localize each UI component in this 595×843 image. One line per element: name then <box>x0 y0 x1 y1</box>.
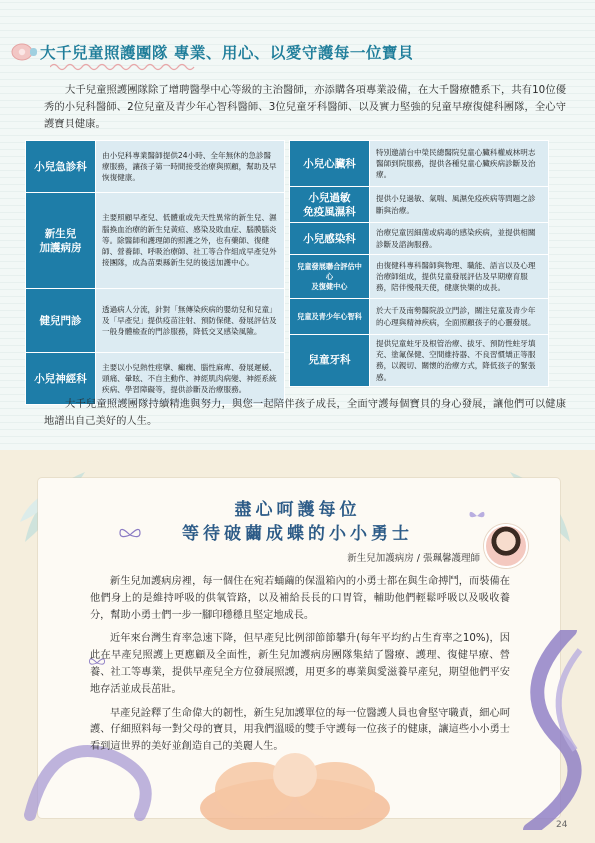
service-description: 透過病人分流，針對「無傳染疾病的嬰幼兒和兒童」及「早產兒」提供疫苗注射、預防保健、發展評估及一般身體檢查的門診服務，降低交叉感染風險。 <box>96 289 285 353</box>
service-description: 提供兒童蛀牙及根管治療、拔牙、預防性蛀牙填充、塗氟保健、空間維持器、不良習慣矯正等服務，以親切、關懷的治療方式，降低孩子的緊張感。 <box>370 335 549 387</box>
service-name: 健兒門診 <box>26 289 96 353</box>
feature-paragraph: 早產兒詮釋了生命偉大的韌性，新生兒加護單位的每一位醫護人員也會堅守職責，細心呵護、仔細照料每一對父母的寶貝，用我們溫暖的雙手守護每一位孩子的健康，讓這些小小勇士看到這世界的美好並創造自己的美麗人生。 <box>90 707 510 753</box>
feature-title-line2: 等待破繭成蝶的小小勇士 <box>182 524 413 544</box>
table-row <box>290 255 549 299</box>
services-table-right <box>289 140 549 387</box>
service-description: 由小兒科專業醫師提供24小時、全年無休的急診醫療服務，讓孩子第一時間接受治療與照顧，幫助及早恢復健康。 <box>96 141 285 193</box>
table-row <box>290 223 549 255</box>
intro-paragraph: 大千兒童照護團隊除了增聘醫學中心等級的主治醫師，亦添購各項專業設備，在大千醫療體系下，共有10位優秀的小兒科醫師、2位兒童及青少年心智科醫師、3位兒童牙科醫師、以及實力堅強的兒童早療復健科團隊，全心守護寶貝健康。 <box>44 84 566 130</box>
service-description: 由復健科專科醫師與物理、職能、語言以及心理治療師組成，提供兒童發展評估及早期療育服務，陪伴慢飛天使，健康快樂的成長。 <box>370 255 549 299</box>
author-byline: 新生兒加護病房 / 張珮馨護理師 <box>347 553 480 564</box>
feature-body <box>90 574 510 763</box>
service-description: 特別邀請台中榮民總醫院兒童心臟科權威林明志醫師到院服務，提供各種兒童心臟疾病診斷及治療。 <box>370 141 549 187</box>
page-title: 大千兒童照護團隊 專業、用心、以愛守護每一位寶貝 <box>40 44 414 62</box>
service-description: 主要照顧早產兒、低體重或先天性異常的新生兒、濕腦換血治療的新生兒黃疸、感染及敗血症、腦膜腦炎等。除醫師和護理師的照護之外，也有藥師、復健師、營養師、呼吸治療師、社工等合作組成早產兒外接團隊，成為苗栗縣新生兒的後送加護中心。 <box>96 193 285 289</box>
feature-paragraph: 近年來台灣生育率急速下降，但早產兒比例卻節節攀升(每年平均約占生育率之10%)，因此在早產兒照護上更應顧及全面性，新生兒加護病房團隊集結了醫療、護理、復健早療、營養、社工等專業，提供早產兒全方位發展照護，用更多的專業與愛滋養早產兒，期望他們平安地存活並成長茁壯。 <box>90 633 510 695</box>
service-name: 兒童及青少年心智科 <box>290 299 370 335</box>
table-row <box>290 187 549 223</box>
service-name <box>26 193 96 289</box>
table-row <box>26 193 285 289</box>
service-name-line: 新生兒 加護病房 <box>39 227 82 254</box>
feature-paragraph: 新生兒加護病房裡，每一個住在宛若蛹繭的保溫箱內的小勇士都在與生命搏鬥，而裝備在他們身上的是維持呼吸的供氧管路，以及補給長長的口胃管，輔助他們輕鬆呼吸以及吸收養分，幫助小勇士們一步一腳印穩穩且堅定地成長。 <box>90 576 510 621</box>
services-table-left <box>25 140 285 405</box>
service-name <box>290 187 370 223</box>
avatar <box>484 524 528 568</box>
table-row <box>290 141 549 187</box>
page-number: 24 <box>556 820 568 830</box>
service-name: 小兒感染科 <box>290 223 370 255</box>
feature-title-line1: 盡心呵護每位 <box>234 500 361 520</box>
service-name: 小兒急診科 <box>26 141 96 193</box>
pacifier-icon <box>10 38 40 64</box>
service-name <box>290 255 370 299</box>
title-underline-decoration <box>50 62 200 72</box>
service-description: 於大千及南勢醫院設立門診，關注兒童及青少年的心理與精神疾病，全面照顧孩子的心靈發展。 <box>370 299 549 335</box>
table-row <box>26 289 285 353</box>
closing-paragraph: 大千兒童照護團隊持續精進與努力，與您一起陪伴孩子成長，全面守護每個寶貝的身心發展，讓他們可以健康地譜出自己美好的人生。 <box>44 398 566 427</box>
service-name: 兒童牙科 <box>290 335 370 387</box>
service-name-line: 兒童發展聯合評估中心 及復健中心 <box>297 261 362 291</box>
service-description: 提供小兒過敏、氣喘、風濕免疫疾病等問題之診斷與治療。 <box>370 187 549 223</box>
service-description: 治療兒童因細菌或病毒的感染疾病，並提供相關診斷及諮詢服務。 <box>370 223 549 255</box>
service-name: 小兒心臟科 <box>290 141 370 187</box>
service-name-line: 小兒過敏 免疫風濕科 <box>303 191 356 218</box>
table-row <box>290 299 549 335</box>
table-row <box>290 335 549 387</box>
service-description: 主要以小兒熱性痙攣、癲癇、腦性麻痺、發展遲緩、頭痛、暈眩、不自主動作、神經肌肉病變、神經系統疾病、學習障礙等，提供診斷及治療服務。 <box>96 353 285 405</box>
service-name: 小兒神經科 <box>26 353 96 405</box>
table-row <box>26 141 285 193</box>
